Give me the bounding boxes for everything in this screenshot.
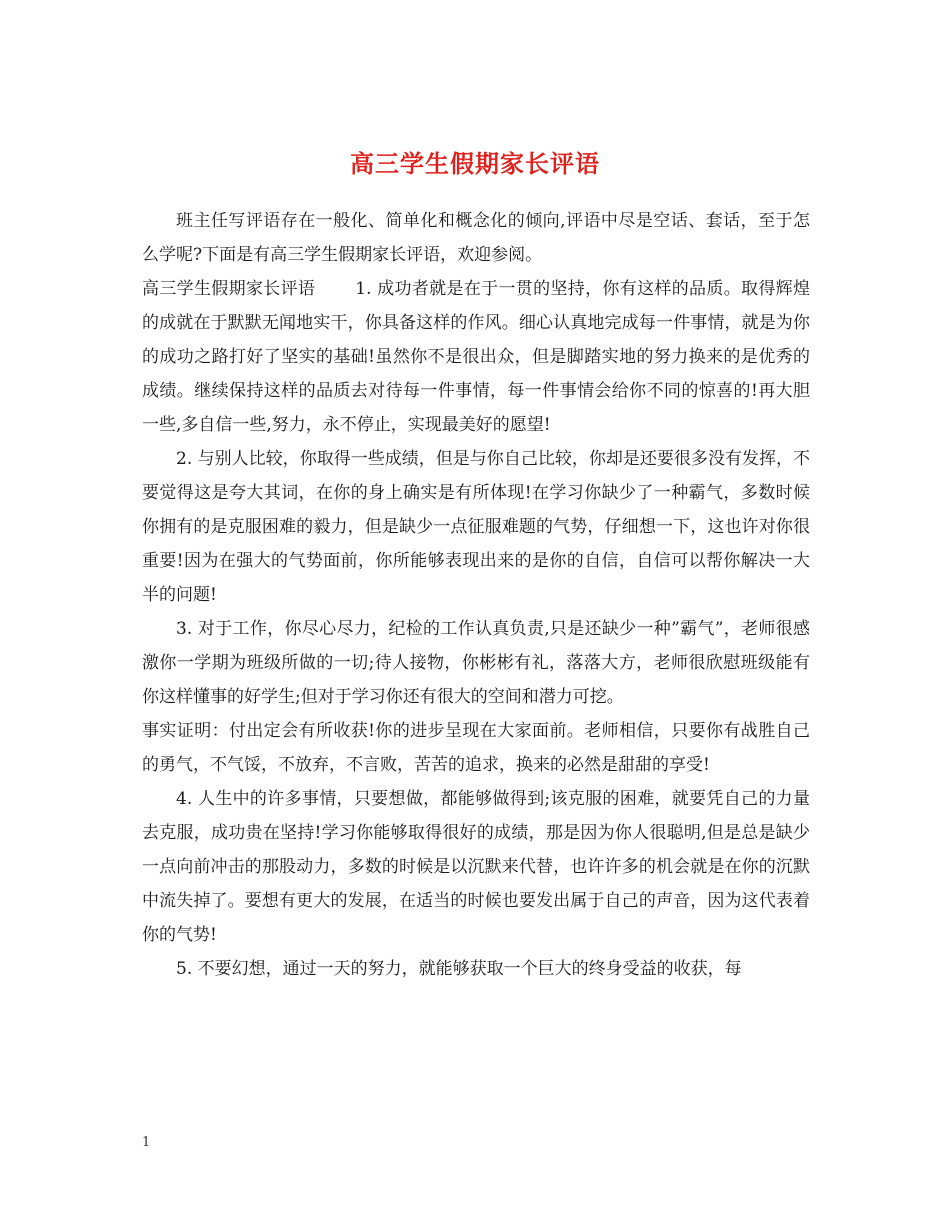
paragraph-3-continued: 事实证明：付出定会有所收获!你的进步呈现在大家面前。老师相信，只要你有战胜自己的勇气，不气馁，不放弃，不言败，苦苦的追求，换来的必然是甜甜的享受!: [142, 721, 810, 775]
paragraph-3: 3. 对于工作，你尽心尽力，纪检的工作认真负责,只是还缺少一种”霸气”，老师很感激你一学期为班级所做的一切;待人接物，你彬彬有礼，落落大方，老师很欣慰班级能有你这样懂事的好学生;但对于学习你还有很大的空间和潜力可挖。: [142, 619, 810, 707]
document-body: [142, 204, 810, 986]
section-label: 高三学生假期家长评语: [142, 279, 316, 299]
paragraph-1-text: 1. 成功者就是在于一贯的坚持，你有这样的品质。取得辉煌的成就在于默默无闻地实干，你具备这样的作风。细心认真地完成每一件事情，就是为你的成功之路打好了坚实的基础!虽然你不是很出众，但是脚踏实地的努力换来的是优秀的成绩。继续保持这样的品质去对待每一件事情，每一件事情会给你不同的惊喜的!再大胆一些,多自信一些,努力，永不停止，实现最美好的愿望!: [142, 279, 810, 435]
paragraph-1: [142, 272, 810, 442]
paragraph-5: 5. 不要幻想，通过一天的努力，就能够获取一个巨大的终身受益的收获，每: [176, 959, 742, 979]
page-number: 1: [142, 1135, 151, 1150]
paragraph-2: 2. 与别人比较，你取得一些成绩，但是与你自己比较，你却是还要很多没有发挥，不要觉得这是夸大其词，在你的身上确实是有所体现!在学习你缺少了一种霸气，多数时候你拥有的是克服困难的毅力，但是缺少一点征服难题的气势，仔细想一下，这也许对你很重要!因为在强大的气势面前，你所能够表现出来的是你的自信，自信可以帮你解决一大半的问题!: [142, 449, 810, 605]
paragraph-4: 4. 人生中的许多事情，只要想做，都能够做得到;该克服的困难，就要凭自己的力量去克服，成功贵在坚持!学习你能够取得很好的成绩，那是因为你人很聪明,但是总是缺少一点向前冲击的那股动力，多数的时候是以沉默来代替，也许许多的机会就是在你的沉默中流失掉了。要想有更大的发展，在适当的时候也要发出属于自己的声音，因为这代表着你的气势!: [142, 789, 810, 945]
page-title: 高三学生假期家长评语: [350, 149, 600, 179]
intro-paragraph: 班主任写评语存在一般化、简单化和概念化的倾向,评语中尽是空话、套话，至于怎么学呢?下面是有高三学生假期家长评语，欢迎参阅。: [142, 211, 810, 265]
